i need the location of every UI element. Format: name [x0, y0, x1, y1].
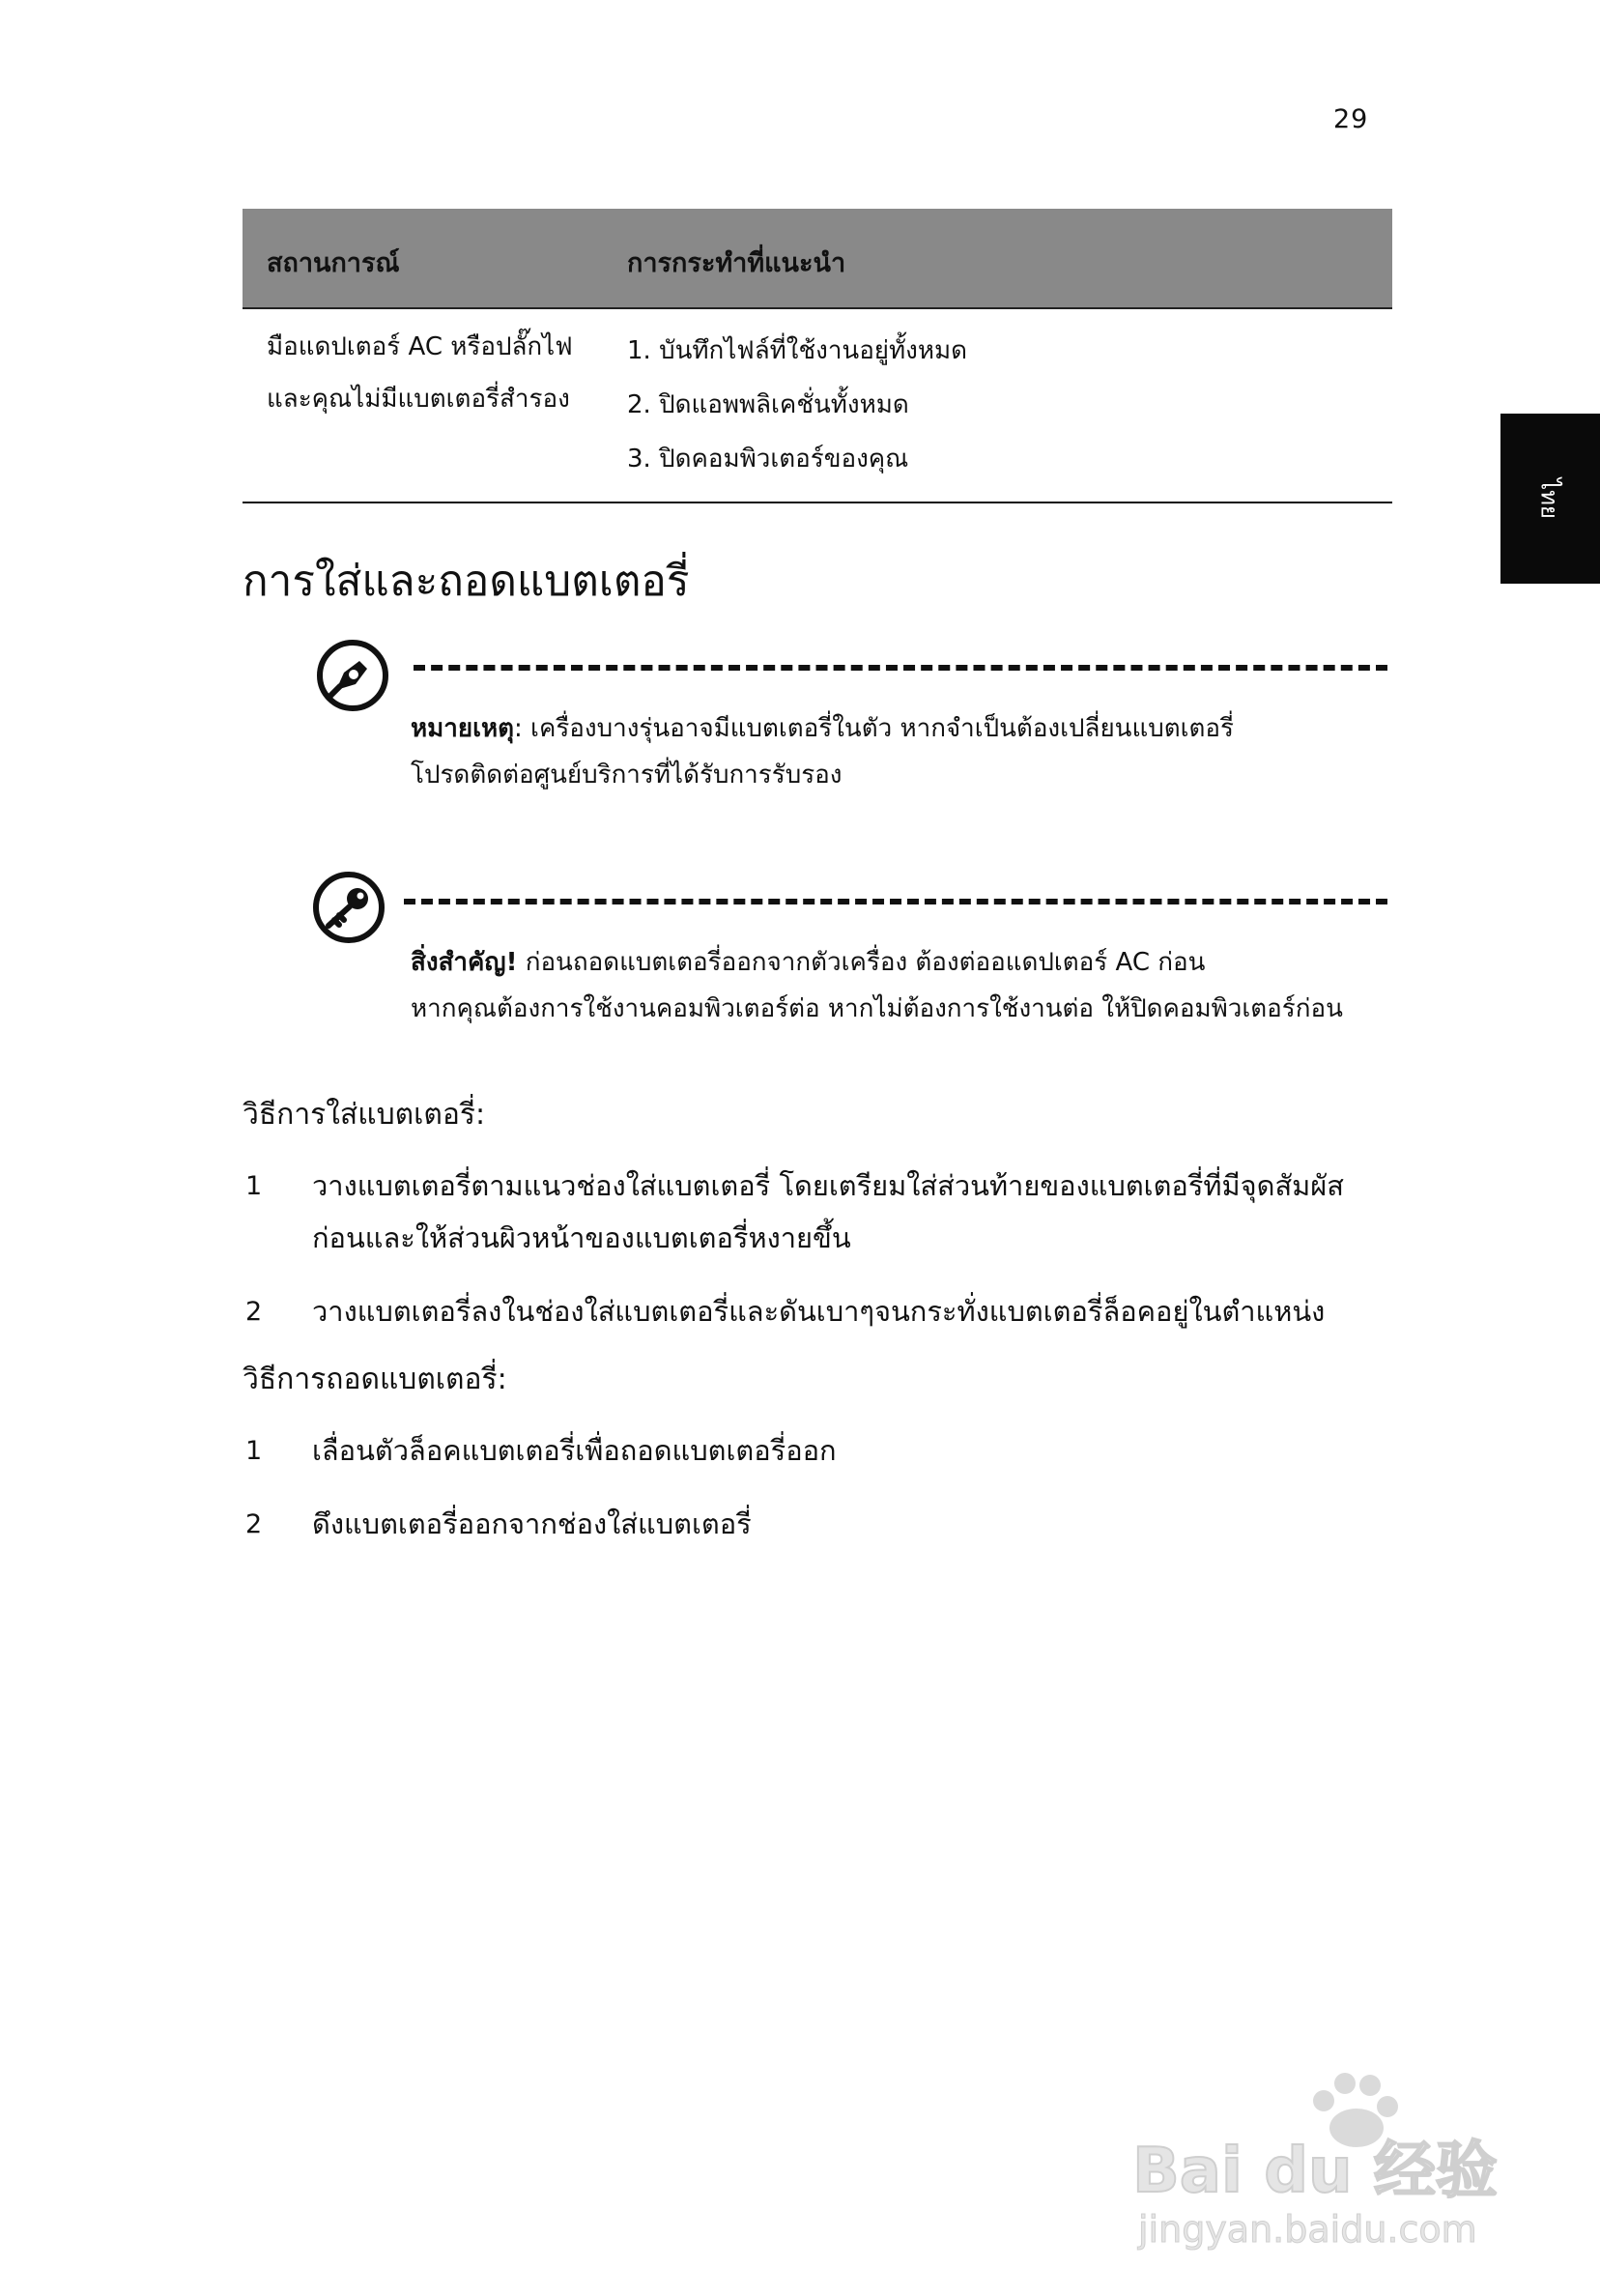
- remove-step-1-line-1: เลื่อนตัวล็อคแบตเตอรี่เพื่อถอดแบตเตอรี่ออก: [312, 1434, 837, 1467]
- note-line-2: โปรดติดต่อศูนย์บริการที่ได้รับการรับรอง: [411, 761, 843, 789]
- table-header-situation: สถานการณ์: [267, 248, 400, 278]
- remove-title: วิธีการถอดแบตเตอรี่:: [243, 1363, 507, 1396]
- language-tab-label: ไทย: [1535, 478, 1563, 519]
- table-header-action: การกระทำที่แนะนำ: [627, 248, 846, 278]
- install-title: วิธีการใส่แบตเตอรี่:: [243, 1098, 486, 1132]
- important-line-2: หากคุณต้องการใช้งานคอมพิวเตอร์ต่อ หากไม่ต้องการใช้งานต่อ ให้ปิดคอมพิวเตอร์ก่อน: [411, 994, 1343, 1023]
- note-line-1: : เครื่องบางรุ่นอาจมีแบตเตอรี่ในตัว หากจำเป็นต้องเปลี่ยนแบตเตอรี่: [514, 714, 1234, 743]
- install-step-1-line-2: ก่อนและให้ส่วนผิวหน้าของแบตเตอรี่หงายขึ้น: [312, 1221, 851, 1254]
- situation-line-1: มือแดปเตอร์ AC หรือปลั๊กไฟ: [267, 332, 573, 361]
- page-number: 29: [1333, 104, 1369, 134]
- important-text: [411, 939, 1205, 986]
- remove-step-2-line-1: ดึงแบตเตอรี่ออกจากช่องใส่แบตเตอรี่: [312, 1507, 752, 1540]
- language-side-tab: [1500, 414, 1600, 584]
- note-text: [411, 705, 1234, 752]
- install-step-2-line-1: วางแบตเตอรี่ลงในช่องใส่แบตเตอรี่และดันเบาๆจนกระทั่งแบตเตอรี่ล็อคอยู่ในตำแหน่ง: [312, 1295, 1326, 1328]
- action-item-3: 3. ปิดคอมพิวเตอร์ของคุณ: [627, 445, 909, 474]
- important-divider: [404, 899, 1387, 904]
- baidu-watermark: [1130, 2058, 1536, 2252]
- important-label: สิ่งสำคัญ!: [411, 948, 518, 977]
- note-divider: [414, 665, 1387, 671]
- install-step-1-number: 1: [245, 1171, 263, 1201]
- action-item-2: 2. ปิดแอพพลิเคชั่นทั้งหมด: [627, 390, 909, 419]
- watermark-url: jingyan.baidu.com: [1138, 2208, 1477, 2251]
- install-step-1-line-1: วางแบตเตอรี่ตามแนวช่องใส่แบตเตอรี่ โดยเตรียมใส่ส่วนท้ายของแบตเตอรี่ที่มีจุดสัมผัส: [312, 1169, 1344, 1202]
- install-step-2-number: 2: [245, 1297, 263, 1327]
- key-important-icon: [311, 870, 386, 945]
- watermark-brand: Bai du 经验: [1132, 2136, 1498, 2207]
- note-label: หมายเหตุ: [411, 714, 515, 743]
- important-line-1: ก่อนถอดแบตเตอรี่ออกจากตัวเครื่อง ต้องต่ออแดปเตอร์ AC ก่อน: [517, 948, 1206, 977]
- remove-step-1-number: 1: [245, 1436, 263, 1466]
- section-heading: การใส่และถอดแบตเตอรี่: [243, 557, 690, 606]
- table-header-row: [243, 209, 1392, 309]
- situation-line-2: และคุณไม่มีแบตเตอรี่สำรอง: [267, 385, 570, 414]
- pen-note-icon: [315, 638, 390, 713]
- remove-step-2-number: 2: [245, 1509, 263, 1539]
- action-item-1: 1. บันทึกไฟล์ที่ใช้งานอยู่ทั้งหมด: [627, 336, 968, 365]
